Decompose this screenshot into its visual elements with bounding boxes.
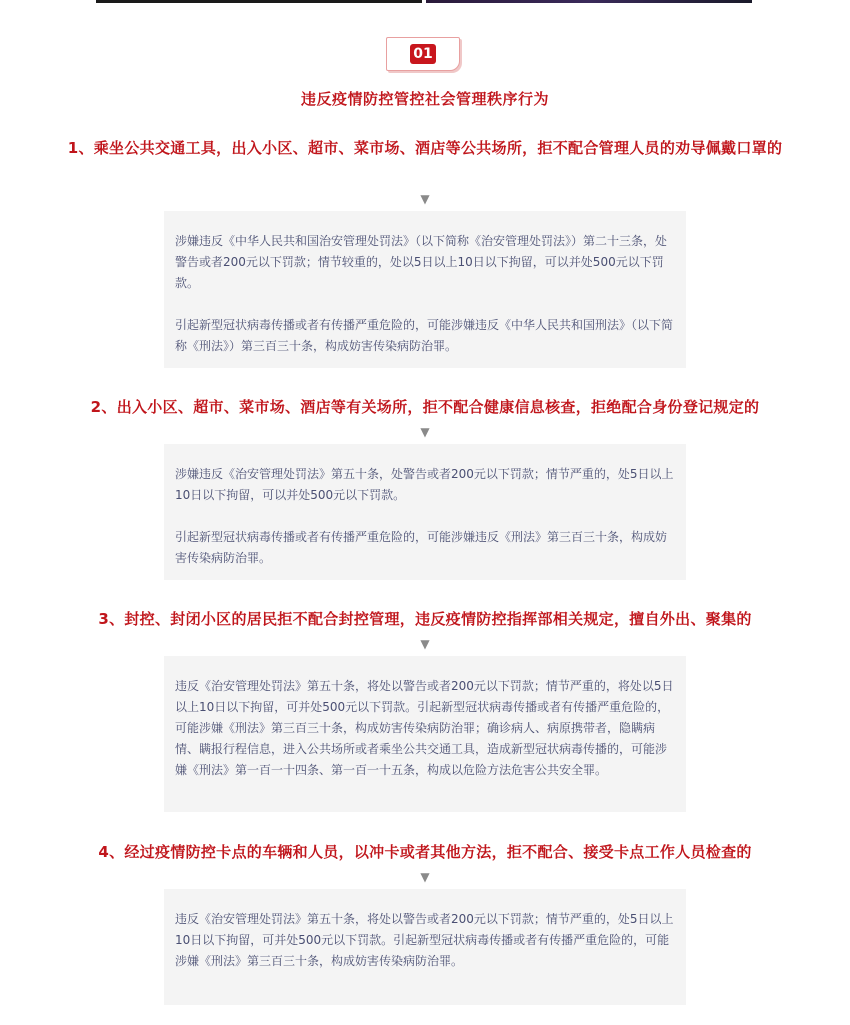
item-heading-1: 1、乘坐公共交通工具，出入小区、超市、菜市场、酒店等公共场所，拒不配合管理人员的劝导佩戴口罩的 — [67, 139, 783, 157]
item-paragraph: 违反《治安管理处罚法》第五十条，将处以警告或者200元以下罚款；情节严重的，将处以5日以上10日以下拘留，可并处500元以下罚款。引起新型冠状病毒传播或者有传播严重危险的，可能涉嫌《刑法》第三百三十条，构成妨害传染病防治罪；确诊病人、病原携带者，隐瞒病情、瞒报行程信息，进入公共场所或者乘坐公共交通工具，造成新型冠状病毒传播的，可能涉嫌《刑法》第一百一十四条、第一百一十五条，构成以危险方法危害公共安全罪。 — [175, 679, 674, 777]
item-paragraph: 引起新型冠状病毒传播或者有传播严重危险的，可能涉嫌违反《刑法》第三百三十条，构成妨害传染病防治罪。 — [175, 530, 668, 565]
item-paragraph: 涉嫌违反《治安管理处罚法》第五十条，处警告或者200元以下罚款；情节严重的，处5日以上10日以下拘留，可以并处500元以下罚款。 — [175, 467, 674, 502]
down-arrow-icon: ▼ — [420, 192, 430, 206]
item-paragraph: 引起新型冠状病毒传播或者有传播严重危险的，可能涉嫌违反《中华人民共和国刑法》（以下简称《刑法》）第三百三十条，构成妨害传染病防治罪。 — [175, 318, 674, 353]
down-arrow-icon: ▼ — [420, 425, 430, 439]
item-paragraph: 违反《治安管理处罚法》第五十条，将处以警告或者200元以下罚款；情节严重的，处5日以上10日以下拘留，可并处500元以下罚款。引起新型冠状病毒传播或者有传播严重危险的，可能涉嫌《刑法》第三百三十条，构成妨害传染病防治罪。 — [175, 912, 674, 968]
item-paragraph: 涉嫌违反《中华人民共和国治安管理处罚法》（以下简称《治安管理处罚法》）第二十三条，处警告或者200元以下罚款；情节较重的，处以5日以上10日以下拘留，可以并处500元以下罚款。 — [175, 234, 668, 290]
item-detail-box-4 — [164, 889, 686, 1005]
down-arrow-icon: ▼ — [420, 870, 430, 884]
item-heading-4: 4、经过疫情防控卡点的车辆和人员，以冲卡或者其他方法，拒不配合、接受卡点工作人员检查的 — [98, 843, 752, 861]
badge-number: 01 — [410, 44, 436, 64]
item-heading-3: 3、封控、封闭小区的居民拒不配合封控管理，违反疫情防控指挥部相关规定，擅自外出、聚集的 — [98, 610, 752, 628]
banner-strip-right — [426, 0, 752, 3]
item-detail-box-3 — [164, 656, 686, 812]
item-heading-2: 2、出入小区、超市、菜市场、酒店等有关场所，拒不配合健康信息核查，拒绝配合身份登记规定的 — [90, 398, 760, 416]
section-title: 违反疫情防控管控社会管理秩序行为 — [300, 90, 549, 108]
banner-strip-left — [96, 0, 422, 3]
item-detail-box-2 — [164, 444, 686, 580]
down-arrow-icon: ▼ — [420, 637, 430, 651]
section-number-badge — [386, 37, 462, 73]
item-detail-box-1 — [164, 211, 686, 368]
top-banner-image — [96, 0, 752, 3]
